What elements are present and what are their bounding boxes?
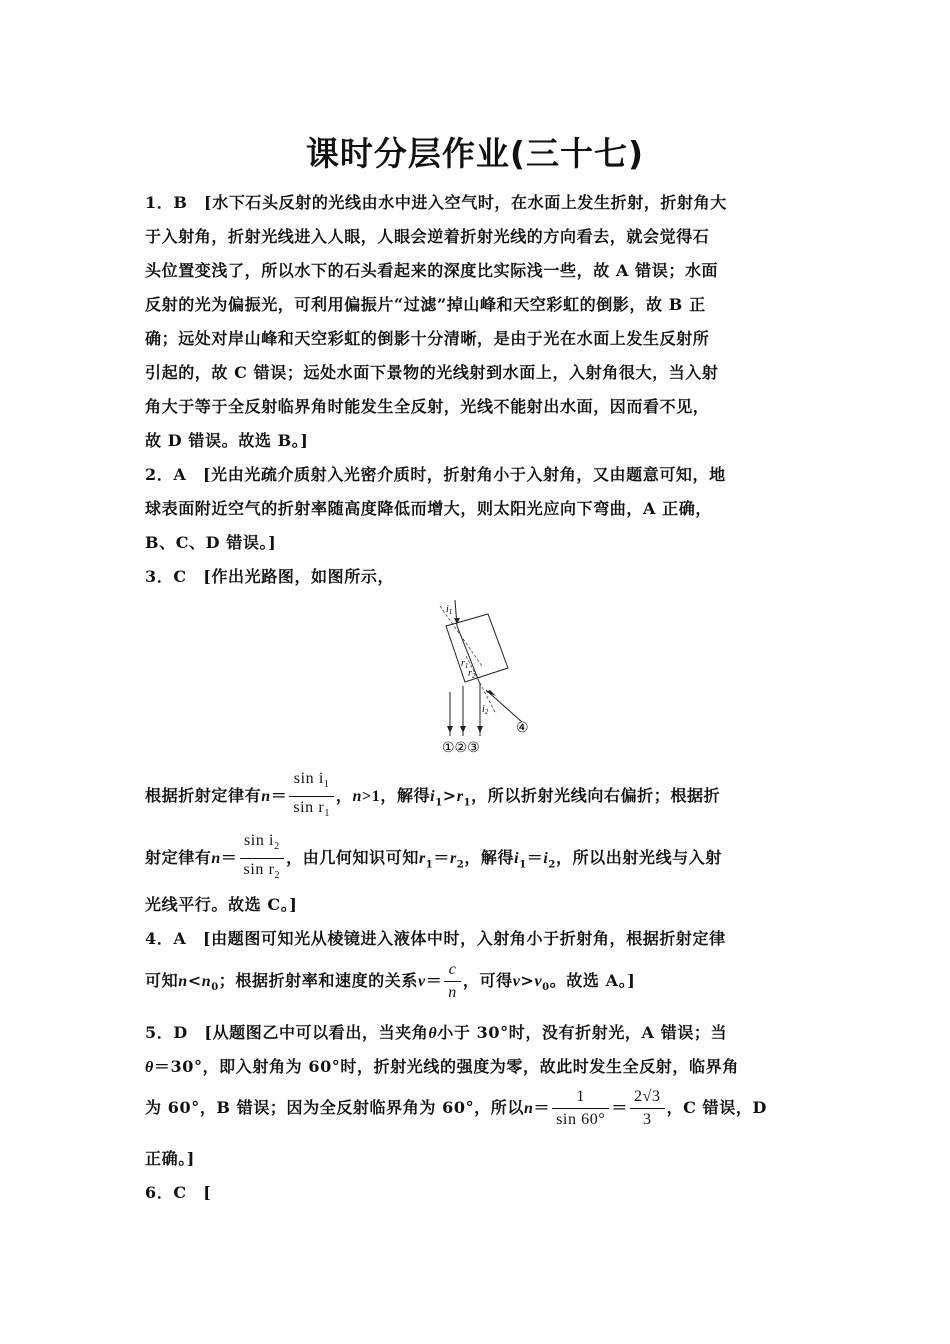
subscript: 0 <box>211 982 219 994</box>
var-v: v <box>512 973 521 990</box>
var-i: i <box>430 788 436 806</box>
label-i1: $i_1$ <box>446 604 453 616</box>
answer-3-formula-line-2 <box>145 830 817 888</box>
answer-1-line-2: 于入射角，折射光线进入人眼，人眼会逆着折射光线的方向看去，就会觉得石 <box>145 227 710 246</box>
answer-3-line-end: 光线平行。故选 C。] <box>145 895 298 914</box>
denominator: sin r <box>243 861 275 879</box>
text-segment: 为 60°，B 错误；因为全反射临界角为 60°，所以 <box>145 1098 524 1117</box>
gt-sign: > <box>442 786 457 806</box>
answer-5-line-3 <box>145 1085 817 1132</box>
subscript: 0 <box>542 982 550 994</box>
ray-1-arrow <box>447 726 453 733</box>
numerator: 2√3 <box>630 1086 665 1109</box>
label-i2: $i_2$ <box>482 704 489 716</box>
equals-sign: ＝ <box>220 848 238 868</box>
label-rays-123: ①②③ <box>442 740 480 756</box>
text-segment: ＝30°，即入射角为 60°时，折射光线的强度为零，故此时发生全反射，临界角 <box>153 1057 739 1076</box>
text-segment: 射定律有 <box>145 848 212 868</box>
answer-2-line-2: 球表面附近空气的折射率随高度降低而增大，则太阳光应向下弯曲，A 正确， <box>145 499 712 518</box>
lt-sign: < <box>187 971 202 990</box>
answer-1-line-6: 引起的，故 C 错误；远处水面下景物的光线射到水面上，入射角很大，当入射 <box>145 363 719 382</box>
numerator: sin i <box>243 832 275 849</box>
denominator: 3 <box>642 1111 652 1128</box>
numerator: sin i <box>293 770 324 787</box>
subscript: 2 <box>274 841 280 853</box>
var-n: n <box>261 788 271 806</box>
answer-3-formula-line-1 <box>145 768 817 826</box>
denominator: n <box>448 984 457 1001</box>
var-v0: v <box>534 973 543 990</box>
text-segment: ，由几何知识可知 <box>286 848 419 868</box>
subscript: 2 <box>274 870 281 882</box>
var-r: r <box>449 850 457 868</box>
subscript: 1 <box>463 797 472 809</box>
var-i: i <box>514 850 520 868</box>
text-segment: ，C 错误，D <box>666 1098 767 1117</box>
text-segment: ， <box>335 786 353 806</box>
fraction-2sqrt3-over-3 <box>630 1086 665 1131</box>
text-segment: 小于 30°时，没有折射光，A 错误；当 <box>437 1023 728 1042</box>
subscript: 2 <box>548 859 556 871</box>
subscript: 1 <box>323 779 330 791</box>
text-segment: ，解得 <box>464 848 515 868</box>
denominator: sin 60° <box>556 1111 606 1128</box>
var-theta: θ <box>145 1059 154 1076</box>
var-n: n <box>211 850 221 868</box>
denominator: sin r <box>293 799 325 817</box>
equals-sign: ＝ <box>526 848 544 868</box>
text-segment: 。故选 A。] <box>549 971 636 990</box>
subscript: 2 <box>456 859 465 871</box>
var-n: n <box>352 788 363 806</box>
equals-sign: ＝ <box>270 786 288 806</box>
answer-3-line-1: 3．C [作出光路图，如图所示， <box>145 567 395 586</box>
var-r: r <box>456 788 464 806</box>
text-segment: >1，解得 <box>362 788 431 806</box>
text-segment: 根据折射定律有 <box>145 786 262 806</box>
var-r: r <box>418 850 426 868</box>
answer-4-line-1: 4．A [由题图可知光从棱镜进入液体中时，入射角小于折射角，根据折射定律 <box>145 929 726 948</box>
answer-1-line-8: 故 D 错误。故选 B。] <box>145 431 309 450</box>
answer-2-line-3: B、C、D 错误。] <box>145 533 277 552</box>
label-r1: $r_1$ <box>461 658 469 670</box>
equals-sign: ＝ <box>425 971 443 990</box>
answer-5-line-2 <box>145 1054 817 1077</box>
var-v: v <box>417 973 426 990</box>
ray-2-arrow <box>460 726 466 733</box>
var-n: n <box>523 1100 534 1117</box>
answer-5-line-4: 正确。] <box>145 1149 195 1168</box>
numerator: 1 <box>552 1086 609 1109</box>
equals-sign: ＝ <box>533 1098 551 1117</box>
label-r2: $r_2$ <box>468 668 476 680</box>
text-segment: ；根据折射率和速度的关系 <box>218 971 418 990</box>
subscript: 1 <box>435 797 443 809</box>
fraction-sin-i2-over-sin-r2 <box>240 830 285 887</box>
text-segment: 5．D [从题图乙中可以看出，当夹角 <box>145 1023 429 1042</box>
equals-sign: ＝ <box>433 848 450 868</box>
text-segment: ，所以折射光线向右偏折；根据折 <box>471 786 721 806</box>
answer-1-line-5: 确；远处对岸山峰和天空彩虹的倒影十分清晰，是由于光在水面上发生反射所 <box>145 329 710 348</box>
prism-shape <box>446 614 508 682</box>
ray-3-arrow <box>477 726 483 733</box>
var-n: n <box>178 973 188 990</box>
ray-4 <box>486 690 522 722</box>
answer-6-line-1: 6．C [ <box>145 1183 212 1202</box>
var-theta: θ <box>428 1025 438 1042</box>
light-path-diagram <box>410 596 540 758</box>
equals-sign: ＝ <box>611 1098 628 1117</box>
label-ray-4: ④ <box>516 720 529 736</box>
answer-1-line-7: 角大于等于全反射临界角时能发生全反射，光线不能射出水面，因而看不见， <box>145 397 710 416</box>
text-segment: ，可得 <box>462 971 513 990</box>
gt-sign: > <box>520 971 535 990</box>
page-title: 课时分层作业(三十七) <box>305 134 645 173</box>
answer-1-line-3: 头位置变浅了，所以水下的石头看起来的深度比实际浅一些，故 A 错误；水面 <box>145 261 719 280</box>
answer-4-line-2 <box>145 958 817 1011</box>
text-segment: ，所以出射光线与入射 <box>555 848 722 868</box>
answer-5-line-1 <box>145 1020 817 1043</box>
answer-2-line-1: 2．A [光由光疏介质射入光密介质时，折射角小于入射角，又由题意可知，地 <box>145 465 726 484</box>
subscript: 1 <box>519 859 527 871</box>
var-i: i <box>543 850 549 868</box>
var-n0: n <box>201 973 212 990</box>
subscript: 1 <box>324 808 330 820</box>
text-segment: 可知 <box>145 971 179 990</box>
fraction-1-over-sin60 <box>552 1086 609 1131</box>
fraction-c-over-n <box>444 959 461 1004</box>
subscript: 1 <box>425 859 434 871</box>
answer-1-line-4: 反射的光为偏振光，可利用偏振片“过滤”掉山峰和天空彩虹的倒影，故 B 正 <box>145 295 706 314</box>
fraction-sin-i1-over-sin-r1 <box>289 768 334 825</box>
answer-1-line-1: 1．B [水下石头反射的光线由水中进入空气时，在水面上发生折射，折射角大 <box>145 193 727 212</box>
numerator: c <box>444 959 461 982</box>
